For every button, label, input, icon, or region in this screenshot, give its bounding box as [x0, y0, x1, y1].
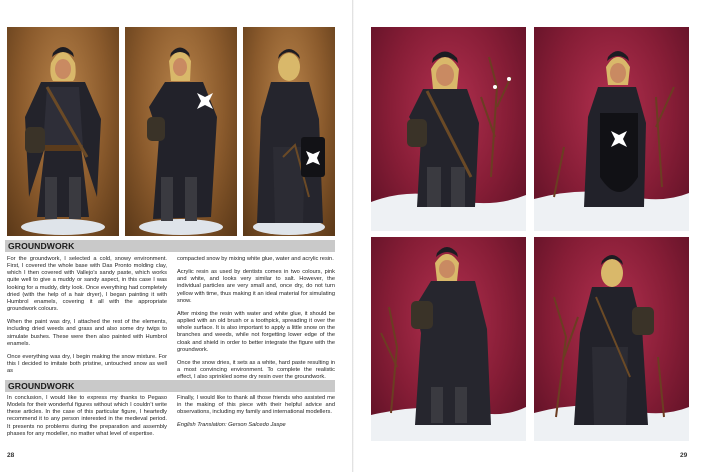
section-header-groundwork [5, 380, 335, 392]
photo-back-view [243, 27, 335, 236]
knight-figure-image [7, 27, 119, 236]
translation-credit: English Translation: Gerson Salcedo Jaspe [177, 422, 286, 429]
paragraph: In conclusion, I would like to express my thanks to Pegaso Models for their wonderful figures without which I couldn’t write these articles. In the case of this particular figure, I heartedly recommend it to any person interested in the medieval period. It presents no problems during the preparation and assembly phases for any modeller, no matter what level of expertise. [7, 395, 167, 437]
page-number-left: 28 [7, 452, 15, 459]
paragraph: For the groundwork, I selected a cold, snowy environment. First, I covered the whole base with Das Pronto molding clay, which I then covered with Vallejo’s sandy paste, which works quite well to give a muddy or sandy aspect, in this case I was looking for a muddy, dirty look. Once everything had completely dried (with the help of a hair dryer), I began painting it with Humbrol enamels, covering it all with the appropriate groundwork colours. [7, 256, 167, 313]
photo-side-view [125, 27, 237, 236]
right-page [354, 0, 708, 472]
photo-snow-front [371, 27, 526, 231]
photo-snow-shield [534, 27, 689, 231]
knight-figure-image [125, 27, 237, 236]
page-number-right: 29 [680, 452, 688, 459]
article-column-left [7, 256, 167, 381]
article-column-left [7, 395, 167, 444]
paragraph: After mixing the resin with water and white glue, it should be applied with an old brush or a toothpick, spreading it over the whole surface. It is also important to apply a little snow on the branches and weeds, while not forgetting lower edge of the cloak and shield in order to better integrate the figure with the groundwork. [177, 310, 335, 353]
article-column-right [177, 256, 335, 387]
photo-front-view [7, 27, 119, 236]
section-header-groundwork [5, 240, 335, 252]
photo-snow-cloak [371, 237, 526, 441]
paragraph: Once everything was dry, I begin making the snow mixture. For this I decided to imitate both pristine, untouched snow as well as [7, 353, 167, 375]
knight-figure-image [534, 27, 689, 231]
photo-snow-back [534, 237, 689, 441]
paragraph: compacted snow by mixing white glue, water and acrylic resin. [177, 256, 334, 262]
knight-figure-image [243, 27, 335, 236]
article-column-right [177, 395, 335, 436]
section-title: GROUNDWORK [8, 241, 75, 251]
knight-figure-image [371, 237, 526, 441]
paragraph: Acrylic resin as used by dentists comes in two colours, pink and white, and looks very similar to salt. However, the individual particles are very small and, once dry, do not turn yellow with time, thus making it an ideal material for simulating snow. [177, 269, 335, 304]
paragraph: Once the snow dries, it sets as a white, hard paste resulting in a most convincing environment. To complete the realistic effect, I also sprinkled some dry resin over the groundwork. [177, 359, 335, 381]
knight-figure-image [371, 27, 526, 231]
paragraph: Finally, I would like to thank all those friends who assisted me in the making of this piece with their helpful advice and observations, including my family and international modellers. [177, 395, 335, 416]
paragraph: When the paint was dry, I attached the rest of the elements, including dried weeds and grass and also some dry twigs to simulate bushes. These were then also painted with Humbrol enamels. [7, 319, 167, 347]
knight-figure-image [534, 237, 689, 441]
section-title: GROUNDWORK [8, 381, 75, 391]
